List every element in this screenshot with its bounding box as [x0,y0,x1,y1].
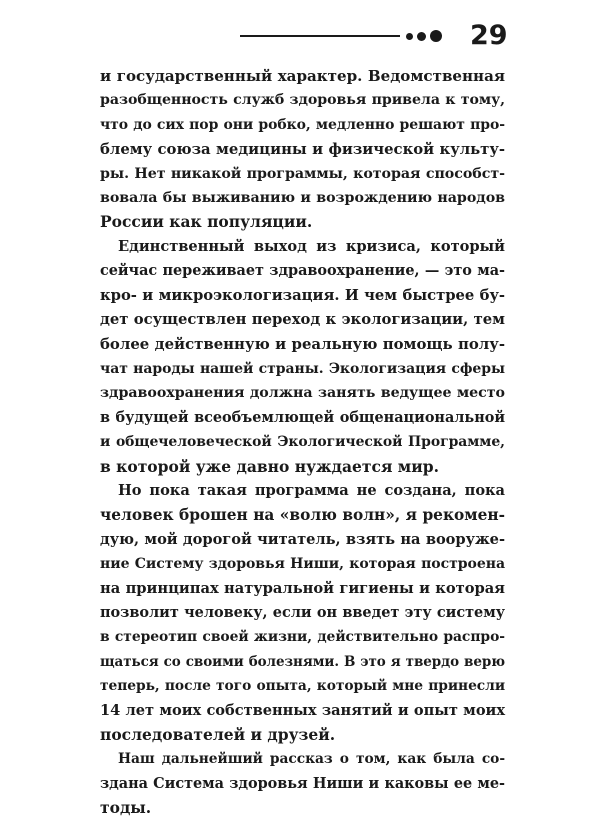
text-line: Наш дальнейший рассказ о том, как была со- [118,751,505,768]
text-line: дет осуществлен переход к экологизации, тем [100,311,505,329]
text-line: более действенную и реальную помощь полу- [100,335,505,354]
paragraph-4 [100,747,505,820]
body-text [100,64,505,821]
text-line: кро- и микроэкологизация. И чем быстрее бу- [100,286,505,304]
text-line: разобщенность служб здоровья привела к тому, [100,92,505,109]
page-number: 29 [470,20,508,51]
text-line: блему союза медицины и физической культу- [100,140,505,159]
text-line: в будущей всеобъемлющей общенациональной [100,408,505,426]
ornament-dot-large [430,30,442,42]
text-line: щаться со своими болезнями. В это я твердо верю [100,653,505,670]
text-line: Но пока такая программа не создана, пока [118,481,505,499]
text-line: человек брошен на «волю волн», я рекомен- [100,506,505,525]
text-line: здравоохранения должна занять ведущее место [100,385,505,402]
text-line: Единственный выход из кризиса, который [118,237,505,255]
text-line: вовала бы выживанию и возрождению народов [100,190,505,207]
text-line: тоды. [100,798,152,818]
text-line: чат народы нашей страны. Экологизация сферы [100,360,505,377]
text-line: дую, мой дорогой читатель, взять на вооруже- [100,530,505,548]
paragraph-3 [100,479,505,747]
text-line: ние Систему здоровья Ниши, которая построена [100,556,505,573]
ornament-dot-medium [417,32,426,41]
text-line: сейчас переживает здравоохранение, — это ма- [100,262,505,280]
text-line: что до сих пор они робко, медленно решают про- [100,116,505,133]
text-line: в стереотип своей жизни, действительно распро- [100,629,505,646]
text-line: теперь, после того опыта, который мне принесли [100,678,505,695]
text-line: последователей и друзей. [100,724,336,744]
text-line: России как популяции. [100,212,313,232]
paragraph-1 [100,64,505,235]
text-line: в которой уже давно нуждается мир. [100,456,440,476]
text-line: позволит человеку, если он введет эту систему [100,603,505,621]
header-rule [240,35,400,37]
text-line: и государственный характер. Ведомственная [100,67,505,85]
text-line: здана Система здоровья Ниши и каковы ее ме- [100,774,505,792]
text-line: на принципах натуральной гигиены и которая [100,579,505,597]
ornament-dot-small [406,33,413,40]
header-dots-ornament [406,29,454,43]
text-line: и общечеловеческой Экологической Программе, [100,434,505,451]
running-header [240,18,560,54]
text-line: ры. Нет никакой программы, которая способст- [100,165,505,182]
text-line: 14 лет моих собственных занятий и опыт моих [100,701,505,719]
paragraph-2 [100,235,505,479]
